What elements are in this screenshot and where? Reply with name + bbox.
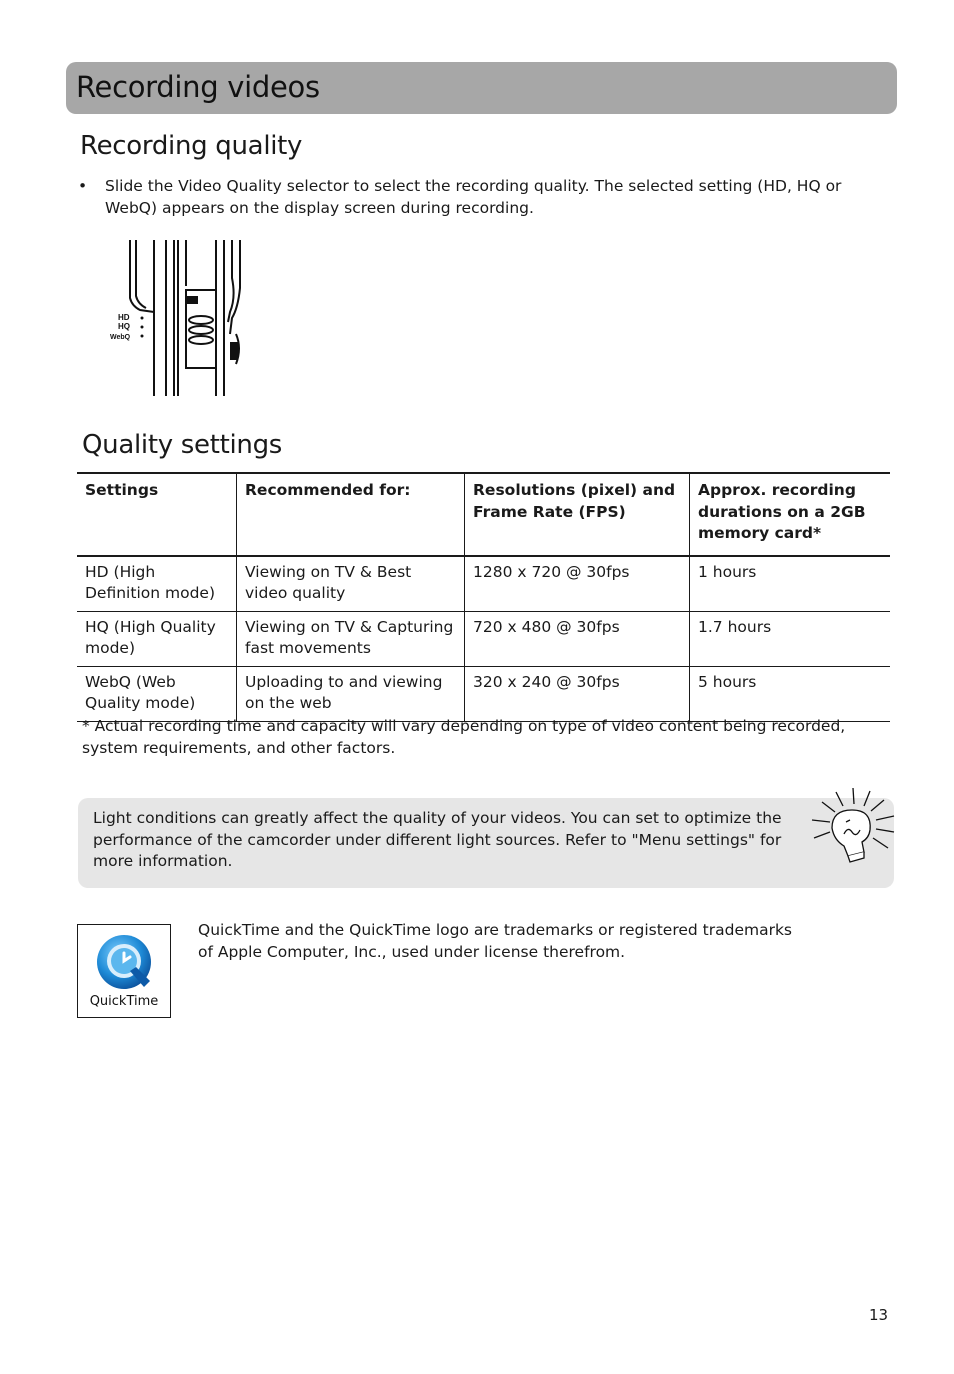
column-header: Settings xyxy=(85,481,159,499)
table-footnote: * Actual recording time and capacity will vary depending on type of video content being recorded, system requirements, and other factors. xyxy=(82,717,846,757)
recording-quality-heading: Recording quality xyxy=(80,131,303,161)
column-header: Resolutions (pixel) and Frame Rate (FPS) xyxy=(465,473,690,556)
column-header: Recommended for: xyxy=(237,473,465,556)
recording-quality-bullet xyxy=(78,176,878,219)
table-cell: Uploading to and viewing on the web xyxy=(237,666,465,721)
table-cell: 5 hours xyxy=(690,666,891,721)
table-row xyxy=(77,666,890,721)
webq-label: WebQ xyxy=(110,334,131,341)
column-header: Approx. recording durations on a 2GB memory card* xyxy=(690,473,891,556)
tip-box xyxy=(78,798,894,888)
table-cell: 320 x 240 @ 30fps xyxy=(465,666,690,721)
table-cell: WebQ (Web Quality mode) xyxy=(85,672,196,712)
recording-quality-text: Slide the Video Quality selector to select the recording quality. The selected setting (HD, HQ or WebQ) appears on the display screen during recording. xyxy=(105,177,842,217)
table-cell: HQ (High Quality mode) xyxy=(85,617,216,657)
quicktime-logo-label: QuickTime xyxy=(89,994,159,1009)
table-cell: 1280 x 720 @ 30fps xyxy=(465,556,690,612)
quality-settings-heading: Quality settings xyxy=(82,430,283,460)
quicktime-logo-icon xyxy=(94,931,156,993)
quicktime-logo-box xyxy=(77,924,171,1018)
table-row xyxy=(77,556,890,612)
tip-text: Light conditions can greatly affect the quality of your videos. You can set to optimize the performance of the camcorder under different light sources. Refer to "Menu settings" for more information. xyxy=(93,809,782,870)
section-title: Recording videos xyxy=(76,70,320,104)
lightbulb-icon xyxy=(808,786,898,870)
table-header-row xyxy=(77,473,890,556)
trademark-notice: QuickTime and the QuickTime logo are trademarks or registered trademarks of Apple Computer, Inc., used under license therefrom. xyxy=(198,921,792,961)
table-cell: Viewing on TV & Best video quality xyxy=(237,556,465,612)
quality-selector-illustration xyxy=(108,238,248,396)
table-cell: 1 hours xyxy=(690,556,891,612)
section-banner xyxy=(66,62,897,114)
quality-settings-table xyxy=(77,472,890,722)
page-number: 13 xyxy=(869,1306,889,1324)
table-row xyxy=(77,611,890,666)
hd-label: HD xyxy=(118,313,130,322)
table-cell: HD (High Definition mode) xyxy=(85,562,215,602)
bullet-marker: • xyxy=(78,177,88,195)
table-cell: Viewing on TV & Capturing fast movements xyxy=(237,611,465,666)
hq-label: HQ xyxy=(118,322,130,331)
table-cell: 720 x 480 @ 30fps xyxy=(465,611,690,666)
table-cell: 1.7 hours xyxy=(690,611,891,666)
